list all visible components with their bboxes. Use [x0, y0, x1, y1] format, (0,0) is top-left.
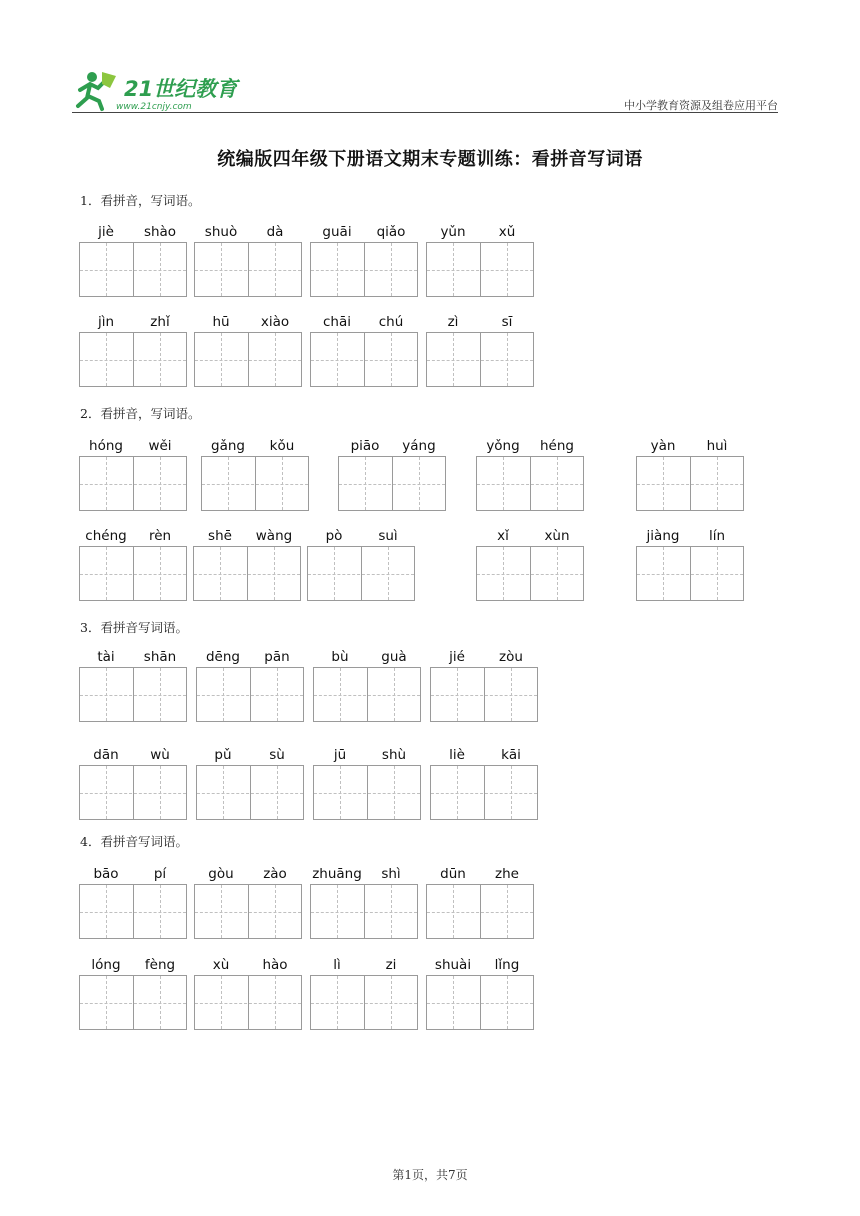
grid-guide-vertical: [220, 547, 221, 600]
pinyin-label: dūn: [440, 866, 466, 882]
grid-guide-vertical: [160, 885, 161, 938]
grid-guide-vertical: [221, 333, 222, 386]
pinyin-label: gǎng: [211, 438, 245, 454]
writing-grid[interactable]: [313, 667, 421, 722]
writing-grid[interactable]: [636, 456, 744, 511]
writing-grid[interactable]: [79, 242, 187, 297]
grid-guide-horizontal: [308, 574, 414, 575]
grid-guide-vertical: [337, 333, 338, 386]
writing-grid[interactable]: [194, 332, 302, 387]
pinyin-label: jiàng: [646, 528, 680, 544]
pinyin-label: hào: [262, 957, 288, 973]
grid-guide-horizontal: [195, 270, 301, 271]
grid-guide-vertical: [223, 668, 224, 721]
grid-guide-horizontal: [477, 484, 583, 485]
writing-grid[interactable]: [476, 456, 584, 511]
grid-guide-vertical: [663, 457, 664, 510]
grid-guide-vertical: [106, 766, 107, 819]
grid-guide-vertical: [228, 457, 229, 510]
pinyin-label: zì: [447, 314, 459, 330]
grid-guide-vertical: [503, 457, 504, 510]
pinyin-label: xǔ: [498, 224, 516, 240]
writing-grid[interactable]: [430, 765, 538, 820]
pinyin-label: pí: [153, 866, 167, 882]
grid-guide-vertical: [453, 333, 454, 386]
grid-guide-horizontal: [202, 484, 308, 485]
grid-guide-horizontal: [80, 484, 186, 485]
grid-guide-horizontal: [80, 574, 186, 575]
pinyin-label: kāi: [501, 747, 521, 763]
pinyin-label: zhǐ: [150, 314, 170, 330]
grid-guide-vertical: [717, 547, 718, 600]
grid-guide-vertical: [277, 766, 278, 819]
pinyin-label: lǐng: [494, 957, 520, 973]
writing-grid[interactable]: [79, 765, 187, 820]
pinyin-label: huì: [706, 438, 728, 454]
pinyin-label: lín: [708, 528, 726, 544]
writing-grid[interactable]: [79, 332, 187, 387]
grid-guide-horizontal: [431, 695, 537, 696]
pinyin-label: dà: [266, 224, 284, 240]
writing-grid[interactable]: [194, 884, 302, 939]
grid-guide-horizontal: [197, 695, 303, 696]
pinyin-label: zhuāng: [312, 866, 362, 882]
pinyin-label: hóng: [89, 438, 123, 454]
pinyin-label: qiǎo: [376, 224, 406, 240]
grid-guide-horizontal: [195, 360, 301, 361]
grid-guide-vertical: [334, 547, 335, 600]
pinyin-label: shù: [381, 747, 407, 763]
grid-guide-horizontal: [314, 695, 420, 696]
pinyin-label: yàn: [650, 438, 676, 454]
grid-guide-vertical: [340, 766, 341, 819]
grid-guide-vertical: [507, 885, 508, 938]
grid-guide-horizontal: [80, 360, 186, 361]
grid-guide-vertical: [160, 547, 161, 600]
writing-grid[interactable]: [310, 884, 418, 939]
writing-grid[interactable]: [310, 332, 418, 387]
grid-guide-vertical: [419, 457, 420, 510]
writing-grid[interactable]: [79, 546, 187, 601]
pinyin-label: bāo: [93, 866, 119, 882]
pinyin-label: yǔn: [440, 224, 466, 240]
grid-guide-vertical: [106, 976, 107, 1029]
writing-grid[interactable]: [79, 975, 187, 1030]
grid-guide-vertical: [106, 333, 107, 386]
grid-guide-horizontal: [477, 574, 583, 575]
grid-guide-vertical: [453, 243, 454, 296]
pinyin-label: sù: [269, 747, 285, 763]
grid-guide-horizontal: [311, 912, 417, 913]
running-man-icon: [78, 72, 116, 109]
grid-guide-vertical: [106, 668, 107, 721]
pinyin-label: shì: [381, 866, 401, 882]
pinyin-label: shào: [143, 224, 177, 240]
writing-grid[interactable]: [313, 765, 421, 820]
pinyin-label: pǔ: [214, 747, 232, 763]
page-title: 统编版四年级下册语文期末专题训练：看拼音写词语: [217, 149, 643, 170]
grid-guide-vertical: [511, 668, 512, 721]
writing-grid[interactable]: [636, 546, 744, 601]
grid-guide-vertical: [507, 976, 508, 1029]
pinyin-label: xù: [212, 957, 230, 973]
grid-guide-vertical: [391, 333, 392, 386]
pinyin-label: shuài: [434, 957, 472, 973]
grid-guide-horizontal: [197, 793, 303, 794]
pinyin-label: zi: [385, 957, 397, 973]
writing-grid[interactable]: [194, 975, 302, 1030]
grid-guide-vertical: [511, 766, 512, 819]
question-label: 4．看拼音写词语。: [80, 834, 188, 849]
pinyin-label: wù: [150, 747, 170, 763]
pinyin-label: sī: [501, 314, 513, 330]
pinyin-label: jìn: [97, 314, 115, 330]
grid-guide-vertical: [457, 766, 458, 819]
writing-grid[interactable]: [476, 546, 584, 601]
grid-guide-vertical: [365, 457, 366, 510]
grid-guide-horizontal: [311, 1003, 417, 1004]
question-label: 1．看拼音，写词语。: [80, 193, 201, 208]
writing-grid[interactable]: [196, 765, 304, 820]
grid-guide-vertical: [453, 976, 454, 1029]
pinyin-label: zhe: [495, 866, 519, 882]
pinyin-label: zào: [263, 866, 287, 882]
pinyin-label: jiè: [98, 224, 114, 240]
grid-guide-horizontal: [195, 1003, 301, 1004]
grid-guide-vertical: [221, 976, 222, 1029]
writing-grid[interactable]: [338, 456, 446, 511]
pinyin-label: shuò: [204, 224, 238, 240]
grid-guide-vertical: [160, 668, 161, 721]
pinyin-label: xǐ: [497, 528, 509, 544]
grid-guide-vertical: [160, 766, 161, 819]
grid-guide-vertical: [663, 547, 664, 600]
grid-guide-vertical: [337, 243, 338, 296]
page-header: [72, 66, 778, 116]
grid-guide-horizontal: [311, 270, 417, 271]
grid-guide-vertical: [221, 243, 222, 296]
grid-guide-vertical: [557, 457, 558, 510]
grid-guide-vertical: [282, 457, 283, 510]
grid-guide-vertical: [275, 976, 276, 1029]
grid-guide-vertical: [274, 547, 275, 600]
writing-grid[interactable]: [307, 546, 415, 601]
grid-guide-vertical: [221, 885, 222, 938]
pinyin-label: chéng: [85, 528, 127, 544]
writing-grid[interactable]: [426, 884, 534, 939]
grid-guide-horizontal: [339, 484, 445, 485]
grid-guide-vertical: [337, 976, 338, 1029]
grid-guide-vertical: [277, 668, 278, 721]
grid-guide-horizontal: [311, 360, 417, 361]
grid-guide-vertical: [223, 766, 224, 819]
grid-guide-vertical: [391, 976, 392, 1029]
logo-main-text: 21世纪教育: [124, 77, 238, 101]
pinyin-label: piāo: [350, 438, 380, 454]
grid-guide-vertical: [507, 333, 508, 386]
pinyin-label: gòu: [208, 866, 234, 882]
pinyin-label: chāi: [322, 314, 351, 330]
grid-guide-vertical: [275, 243, 276, 296]
pinyin-label: xiào: [260, 314, 290, 330]
grid-guide-vertical: [106, 457, 107, 510]
grid-guide-vertical: [275, 333, 276, 386]
pinyin-label: pò: [325, 528, 343, 544]
grid-guide-vertical: [457, 668, 458, 721]
writing-grid[interactable]: [430, 667, 538, 722]
pinyin-label: fèng: [144, 957, 176, 973]
pinyin-label: tài: [97, 649, 115, 665]
pinyin-label: suì: [378, 528, 398, 544]
grid-guide-horizontal: [431, 793, 537, 794]
grid-guide-horizontal: [80, 695, 186, 696]
pinyin-label: lóng: [91, 957, 121, 973]
grid-guide-vertical: [507, 243, 508, 296]
page-footer: 第1页，共7页: [392, 1168, 468, 1182]
pinyin-label: wěi: [148, 438, 172, 454]
grid-guide-vertical: [394, 766, 395, 819]
grid-guide-horizontal: [194, 574, 300, 575]
writing-grid[interactable]: [426, 975, 534, 1030]
writing-grid[interactable]: [193, 546, 301, 601]
grid-guide-vertical: [160, 333, 161, 386]
writing-grid[interactable]: [426, 332, 534, 387]
pinyin-label: héng: [540, 438, 574, 454]
pinyin-label: dēng: [205, 649, 240, 665]
pinyin-label: chú: [378, 314, 404, 330]
pinyin-label: yǒng: [486, 438, 520, 454]
grid-guide-vertical: [337, 885, 338, 938]
pinyin-label: shān: [143, 649, 177, 665]
grid-guide-vertical: [557, 547, 558, 600]
writing-grid[interactable]: [196, 667, 304, 722]
grid-guide-horizontal: [427, 912, 533, 913]
writing-grid[interactable]: [310, 242, 418, 297]
grid-guide-vertical: [717, 457, 718, 510]
grid-guide-horizontal: [427, 270, 533, 271]
pinyin-label: hū: [212, 314, 230, 330]
pinyin-label: rèn: [148, 528, 172, 544]
pinyin-label: guà: [381, 649, 407, 665]
header-divider: [72, 112, 778, 113]
pinyin-label: yáng: [402, 438, 436, 454]
grid-guide-horizontal: [637, 574, 743, 575]
grid-guide-vertical: [160, 243, 161, 296]
grid-guide-vertical: [391, 885, 392, 938]
grid-guide-horizontal: [427, 1003, 533, 1004]
logo: [72, 68, 252, 112]
grid-guide-vertical: [275, 885, 276, 938]
grid-guide-vertical: [453, 885, 454, 938]
grid-guide-horizontal: [80, 912, 186, 913]
grid-guide-horizontal: [80, 793, 186, 794]
grid-guide-horizontal: [195, 912, 301, 913]
writing-grid[interactable]: [310, 975, 418, 1030]
writing-grid[interactable]: [79, 667, 187, 722]
grid-guide-horizontal: [80, 270, 186, 271]
pinyin-label: pān: [264, 649, 290, 665]
pinyin-label: jié: [449, 649, 465, 665]
grid-guide-vertical: [106, 547, 107, 600]
grid-guide-vertical: [160, 457, 161, 510]
pinyin-label: wàng: [255, 528, 293, 544]
grid-guide-vertical: [503, 547, 504, 600]
pinyin-label: guāi: [322, 224, 352, 240]
grid-guide-vertical: [106, 885, 107, 938]
grid-guide-vertical: [388, 547, 389, 600]
writing-grid[interactable]: [426, 242, 534, 297]
grid-guide-horizontal: [80, 1003, 186, 1004]
grid-guide-horizontal: [427, 360, 533, 361]
pinyin-label: jū: [333, 747, 347, 763]
pinyin-label: lì: [333, 957, 341, 973]
writing-grid[interactable]: [79, 456, 187, 511]
grid-guide-vertical: [340, 668, 341, 721]
pinyin-label: zòu: [499, 649, 523, 665]
pinyin-label: xùn: [544, 528, 570, 544]
logo-sub-text: www.21cnjy.com: [116, 102, 192, 112]
pinyin-label: kǒu: [269, 438, 295, 454]
pinyin-label: bù: [331, 649, 349, 665]
writing-grid[interactable]: [194, 242, 302, 297]
pinyin-label: liè: [449, 747, 465, 763]
grid-guide-vertical: [391, 243, 392, 296]
question-label: 2．看拼音，写词语。: [80, 406, 201, 421]
grid-guide-vertical: [160, 976, 161, 1029]
writing-grid[interactable]: [201, 456, 309, 511]
grid-guide-horizontal: [314, 793, 420, 794]
site-name: 中小学教育资源及组卷应用平台: [624, 99, 778, 112]
grid-guide-vertical: [394, 668, 395, 721]
grid-guide-horizontal: [637, 484, 743, 485]
pinyin-label: shē: [208, 528, 232, 544]
grid-guide-vertical: [106, 243, 107, 296]
writing-grid[interactable]: [79, 884, 187, 939]
pinyin-label: dān: [93, 747, 119, 763]
question-label: 3．看拼音写词语。: [80, 620, 188, 635]
